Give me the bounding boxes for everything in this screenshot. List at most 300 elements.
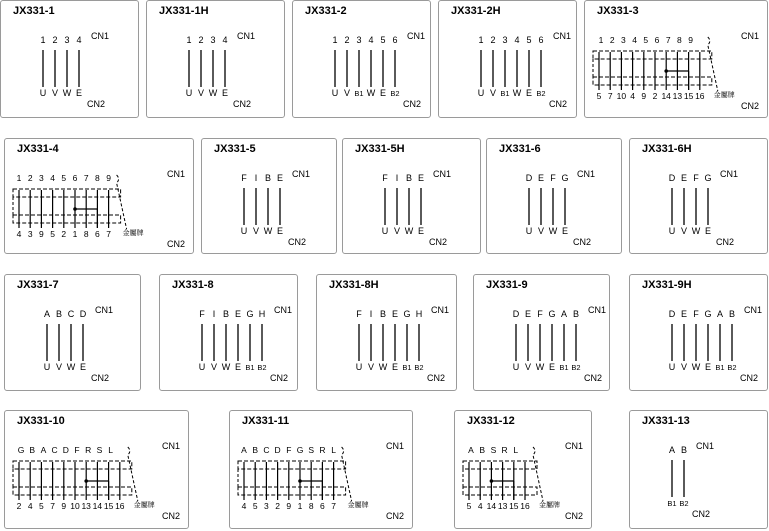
pin-label-bottom: W	[366, 88, 376, 98]
pin-label-bottom: 4	[16, 229, 22, 239]
pin-label-bottom: 7	[50, 501, 55, 511]
pin-label-top: B	[222, 309, 230, 319]
pin-label-top: 2	[344, 35, 350, 45]
pin-label-bottom: W	[512, 88, 522, 98]
pin-label-bottom: U	[381, 226, 389, 236]
pin-label-top: G	[561, 173, 569, 183]
pin-label-bottom: 5	[596, 91, 602, 101]
pin-label-top: F	[74, 445, 80, 455]
wiring-diagram	[1, 1, 140, 119]
cn2-label: CN2	[270, 373, 289, 383]
pin-label-top: 4	[222, 35, 228, 45]
pin-label-bottom: 6	[95, 229, 100, 239]
drain-wire	[533, 447, 543, 501]
pin-label-top: F	[550, 173, 556, 183]
pin-label-top: E	[391, 309, 399, 319]
pin-label-bottom: B1	[245, 363, 255, 372]
pin-label-bottom: W	[691, 226, 701, 236]
connector-title: JX331-6	[499, 143, 541, 155]
cn2-label: CN2	[385, 511, 404, 521]
pin-label-bottom: 8	[308, 501, 314, 511]
junction-dot	[73, 207, 77, 211]
connector-card	[438, 0, 577, 118]
pin-label-bottom: B2	[414, 363, 424, 372]
cn1-label: CN1	[407, 31, 426, 41]
pin-label-bottom: V	[51, 88, 59, 98]
pin-label-bottom: W	[66, 362, 76, 372]
pin-label-bottom: B2	[727, 363, 737, 372]
cn2-label: CN2	[716, 237, 735, 247]
cn2-label: CN2	[692, 509, 711, 519]
cn1-label: CN1	[161, 441, 180, 451]
pin-label-bottom: V	[210, 362, 218, 372]
pin-label-top: S	[308, 445, 315, 455]
pin-label-bottom: 2	[275, 501, 280, 511]
pin-label-bottom: B1	[715, 363, 725, 372]
pin-label-top: C	[67, 309, 75, 319]
pin-label-bottom: W	[691, 362, 701, 372]
pin-label-bottom: 2	[16, 501, 22, 511]
pin-label-bottom: 4	[477, 501, 483, 511]
pin-label-bottom: 13	[672, 91, 683, 101]
pin-label-bottom: U	[43, 362, 51, 372]
pin-label-bottom: U	[331, 88, 339, 98]
pin-label-bottom: E	[561, 226, 569, 236]
pin-label-bottom: B2	[536, 89, 546, 98]
pin-label-top: 9	[106, 173, 111, 183]
pin-label-top: 2	[52, 35, 58, 45]
cn2-label: CN2	[549, 99, 568, 109]
junction-dot	[490, 479, 494, 483]
connector-title: JX331-1H	[159, 5, 209, 17]
cn1-label: CN1	[696, 441, 715, 451]
pin-label-bottom: U	[668, 226, 676, 236]
connector-card	[584, 0, 768, 118]
pin-label-bottom: V	[489, 88, 497, 98]
junction-dot	[298, 479, 302, 483]
pin-label-bottom: 7	[106, 229, 111, 239]
pin-label-top: F	[537, 309, 543, 319]
pin-label-bottom: B1	[402, 363, 412, 372]
wiring-diagram	[585, 1, 769, 119]
pin-label-top: G	[704, 173, 712, 183]
cn2-label: CN2	[564, 511, 583, 521]
wiring-diagram	[630, 275, 769, 392]
pin-label-top: L	[331, 445, 336, 455]
pin-label-bottom: W	[62, 88, 72, 98]
pin-label-bottom: B2	[571, 363, 581, 372]
pin-label-bottom: E	[704, 362, 712, 372]
pin-label-top: I	[254, 173, 258, 183]
pin-label-top: 8	[677, 35, 682, 45]
pin-label-bottom: E	[417, 226, 425, 236]
pin-label-top: F	[382, 173, 388, 183]
connector-title: JX331-5H	[355, 143, 405, 155]
cn1-label: CN1	[740, 31, 759, 41]
pin-label-top: 3	[210, 35, 216, 45]
pin-label-top: R	[85, 445, 92, 455]
pin-label-bottom: B1	[500, 89, 510, 98]
cn1-label: CN1	[166, 169, 185, 179]
connector-card	[629, 274, 768, 391]
wiring-diagram	[343, 139, 482, 255]
pin-label-top: H	[415, 309, 423, 319]
pin-label-bottom: V	[524, 362, 532, 372]
connector-title: JX331-2	[305, 5, 347, 17]
pin-label-top: R	[319, 445, 326, 455]
pin-label-bottom: 3	[264, 501, 269, 511]
pin-label-bottom: B1	[354, 89, 364, 98]
pin-label-top: B	[29, 445, 36, 455]
pin-label-bottom: 4	[241, 501, 247, 511]
wiring-diagram	[230, 411, 414, 530]
wiring-diagram	[474, 275, 611, 392]
pin-label-top: E	[680, 173, 688, 183]
pin-label-top: 3	[39, 173, 44, 183]
shield-band-bottom	[238, 487, 346, 495]
pin-label-top: 5	[380, 35, 386, 45]
pin-label-top: 4	[368, 35, 374, 45]
connector-card	[629, 410, 768, 529]
pin-label-top: 1	[40, 35, 46, 45]
pin-label-bottom: E	[234, 362, 242, 372]
pin-label-bottom: 4	[27, 501, 33, 511]
shield-band-bottom	[593, 77, 712, 85]
pin-label-bottom: E	[704, 226, 712, 236]
connector-title: JX331-3	[597, 5, 639, 17]
pin-label-top: G	[296, 445, 304, 455]
pin-label-bottom: E	[75, 88, 83, 98]
pin-label-top: E	[537, 173, 545, 183]
pin-label-bottom: V	[537, 226, 545, 236]
pin-label-top: E	[680, 309, 688, 319]
pin-label-top: S	[490, 445, 497, 455]
pin-label-top: 1	[332, 35, 338, 45]
pin-label-top: A	[241, 445, 247, 455]
connector-card	[316, 274, 457, 391]
pin-label-top: I	[395, 173, 399, 183]
connector-card	[473, 274, 610, 391]
pin-label-top: A	[468, 445, 474, 455]
pin-label-bottom: 13	[497, 501, 508, 511]
pin-label-top: 6	[538, 35, 544, 45]
pin-label-bottom: U	[39, 88, 47, 98]
cn2-label: CN2	[429, 237, 448, 247]
shield-band-bottom	[13, 215, 121, 223]
connector-title: JX331-2H	[451, 5, 501, 17]
pin-label-bottom: W	[263, 226, 273, 236]
pin-label-bottom: 16	[695, 91, 705, 101]
pin-label-bottom: E	[391, 362, 399, 372]
pin-label-top: H	[258, 309, 266, 319]
pin-label-bottom: 7	[607, 91, 613, 101]
pin-label-bottom: B1	[559, 363, 569, 372]
pin-label-top: 4	[76, 35, 82, 45]
cn2-label: CN2	[87, 99, 106, 109]
pin-label-top: B	[264, 173, 272, 183]
pin-label-top: 7	[83, 173, 89, 183]
pin-label-bottom: B2	[257, 363, 267, 372]
pin-label-top: 3	[64, 35, 70, 45]
pin-label-top: D	[525, 173, 533, 183]
pin-label-bottom: V	[252, 226, 260, 236]
pin-label-bottom: 9	[641, 91, 647, 101]
pin-label-bottom: B2	[390, 89, 400, 98]
pin-label-bottom: 16	[520, 501, 530, 511]
connector-title: JX331-12	[467, 415, 515, 427]
cn2-label: CN2	[740, 373, 759, 383]
pin-label-bottom: 10	[70, 501, 80, 511]
wiring-diagram	[630, 411, 769, 530]
pin-label-bottom: E	[276, 226, 284, 236]
cn1-label: CN1	[744, 305, 763, 315]
pin-label-bottom: U	[477, 88, 485, 98]
connector-card	[4, 138, 194, 254]
metal-plate-label: 金屬牌	[133, 502, 155, 509]
pin-label-top: F	[286, 445, 292, 455]
pin-label-bottom: E	[221, 88, 229, 98]
metal-plate-label: 金屬牌	[122, 230, 144, 237]
pin-label-top: 2	[27, 173, 33, 183]
connector-card	[4, 274, 141, 391]
pin-label-top: 1	[598, 35, 604, 45]
pin-label-top: F	[693, 173, 699, 183]
cn1-label: CN1	[237, 31, 256, 41]
connector-card	[4, 410, 189, 529]
shield-band-bottom	[463, 487, 537, 495]
connector-title: JX331-1	[13, 5, 55, 17]
pin-label-top: I	[212, 309, 216, 319]
junction-dot	[84, 479, 88, 483]
pin-label-bottom: 14	[92, 501, 103, 511]
pin-label-bottom: 3	[27, 229, 33, 239]
connector-title: JX331-9	[486, 279, 528, 291]
pin-label-bottom: W	[535, 362, 545, 372]
shield-band-top	[238, 461, 346, 469]
pin-label-bottom: 4	[630, 91, 635, 101]
cn2-label: CN2	[91, 373, 110, 383]
connector-title: JX331-8H	[329, 279, 379, 291]
metal-plate-label: 金屬牌	[539, 502, 560, 509]
pin-label-bottom: 2	[61, 229, 67, 239]
cn1-label: CN1	[720, 169, 739, 179]
wiring-diagram	[147, 1, 286, 119]
pin-label-top: 9	[688, 35, 693, 45]
pin-label-top: 2	[609, 35, 615, 45]
connector-card	[454, 410, 592, 529]
pin-label-top: G	[548, 309, 556, 319]
pin-label-bottom: 6	[320, 501, 325, 511]
pin-label-top: 3	[621, 35, 626, 45]
connector-card	[201, 138, 337, 254]
connector-card	[146, 0, 285, 118]
pin-label-bottom: 16	[115, 501, 125, 511]
drain-wire	[342, 447, 352, 501]
connector-title: JX331-6H	[642, 143, 692, 155]
pin-label-bottom: W	[221, 362, 231, 372]
pin-label-top: D	[668, 309, 676, 319]
cn2-label: CN2	[288, 237, 307, 247]
pin-label-bottom: V	[343, 88, 351, 98]
connector-card	[342, 138, 481, 254]
pin-label-bottom: U	[525, 226, 533, 236]
cn1-label: CN1	[564, 441, 583, 451]
pin-label-bottom: V	[197, 88, 205, 98]
pin-label-top: G	[246, 309, 254, 319]
pin-label-top: E	[276, 173, 284, 183]
pin-label-bottom: 5	[466, 501, 472, 511]
connector-card	[292, 0, 431, 118]
pin-label-top: G	[704, 309, 712, 319]
pin-label-top: F	[241, 173, 247, 183]
pin-label-top: A	[716, 309, 724, 319]
shield-band-top	[13, 461, 132, 469]
pin-label-top: 4	[50, 173, 55, 183]
wiring-diagram	[487, 139, 623, 255]
pin-label-top: B	[479, 445, 486, 455]
connector-title: JX331-13	[642, 415, 690, 427]
pin-label-bottom: V	[680, 226, 688, 236]
pin-label-top: I	[369, 309, 373, 319]
pin-label-bottom: 9	[286, 501, 292, 511]
pin-label-top: E	[234, 309, 242, 319]
wiring-diagram	[5, 139, 195, 255]
connector-title: JX331-10	[17, 415, 65, 427]
pin-label-bottom: 8	[83, 229, 89, 239]
pin-label-top: E	[417, 173, 425, 183]
connector-title: JX331-7	[17, 279, 59, 291]
pin-label-top: F	[199, 309, 205, 319]
drain-wire	[128, 447, 138, 501]
pin-label-top: A	[668, 445, 676, 455]
pin-label-top: S	[96, 445, 103, 455]
pin-label-bottom: E	[548, 362, 556, 372]
pin-label-top: 2	[198, 35, 204, 45]
cn2-label: CN2	[584, 373, 603, 383]
pin-label-top: B	[405, 173, 413, 183]
pin-label-top: 6	[72, 173, 78, 183]
connector-card	[229, 410, 413, 529]
pin-label-bottom: U	[185, 88, 193, 98]
connector-title: JX331-9H	[642, 279, 692, 291]
pin-label-top: 3	[356, 35, 362, 45]
connector-title: JX331-4	[17, 143, 59, 155]
cn1-label: CN1	[95, 305, 114, 315]
pin-label-top: 7	[665, 35, 671, 45]
cn2-label: CN2	[573, 237, 592, 247]
connector-card	[486, 138, 622, 254]
pin-label-top: B	[572, 309, 580, 319]
pin-label-top: 5	[526, 35, 532, 45]
pin-label-top: A	[40, 445, 47, 455]
pin-label-bottom: 1	[297, 501, 303, 511]
pin-label-bottom: 5	[39, 501, 44, 511]
pin-label-bottom: W	[378, 362, 388, 372]
cn1-label: CN1	[433, 169, 452, 179]
wiring-diagram	[160, 275, 299, 392]
shield-band-bottom	[13, 487, 132, 495]
pin-label-top: F	[693, 309, 699, 319]
pin-label-top: B	[55, 309, 63, 319]
shield-band-top	[13, 189, 121, 197]
pin-label-top: B	[252, 445, 259, 455]
pin-label-top: B	[379, 309, 387, 319]
pin-label-bottom: 7	[331, 501, 336, 511]
pin-label-top: 1	[478, 35, 484, 45]
pin-label-bottom: E	[525, 88, 533, 98]
pin-label-top: 8	[95, 173, 100, 183]
pin-label-top: G	[17, 445, 25, 455]
pin-label-top: A	[560, 309, 568, 319]
pin-label-top: A	[43, 309, 51, 319]
pin-label-bottom: 14	[661, 91, 671, 101]
cn1-label: CN1	[431, 305, 450, 315]
pin-label-bottom: 15	[509, 501, 519, 511]
pin-label-bottom: U	[355, 362, 363, 372]
pin-label-top: 2	[490, 35, 496, 45]
metal-plate-label: 金屬牌	[347, 502, 369, 509]
cn2-label: CN2	[161, 511, 180, 521]
cn1-label: CN1	[292, 169, 311, 179]
drain-wire	[708, 37, 718, 91]
cn1-label: CN1	[553, 31, 572, 41]
pin-label-bottom: W	[404, 226, 414, 236]
pin-label-top: 1	[16, 173, 22, 183]
pin-label-top: E	[524, 309, 532, 319]
connector-title: JX331-8	[172, 279, 214, 291]
wiring-diagram	[455, 411, 593, 530]
drain-wire	[117, 175, 127, 229]
pin-label-top: D	[62, 445, 69, 455]
cn1-label: CN1	[91, 31, 110, 41]
pin-label-top: D	[512, 309, 520, 319]
cn1-label: CN1	[588, 305, 607, 315]
cn1-label: CN1	[577, 169, 596, 179]
pin-label-top: L	[513, 445, 519, 455]
pin-label-bottom: 9	[39, 229, 44, 239]
pin-label-bottom: E	[379, 88, 387, 98]
pin-label-top: B	[728, 309, 736, 319]
wiring-diagram	[317, 275, 458, 392]
pin-label-bottom: V	[680, 362, 688, 372]
pin-label-top: F	[356, 309, 362, 319]
pin-label-bottom: E	[79, 362, 87, 372]
pin-label-bottom: W	[548, 226, 558, 236]
connector-title: JX331-5	[214, 143, 256, 155]
pin-label-bottom: V	[367, 362, 375, 372]
connector-card	[159, 274, 298, 391]
wiring-diagram	[630, 139, 769, 255]
pin-label-bottom: B2	[679, 499, 689, 508]
pin-label-top: D	[668, 173, 676, 183]
pin-label-bottom: 14	[486, 501, 497, 511]
wiring-diagram	[293, 1, 432, 119]
pin-label-top: 1	[186, 35, 192, 45]
pin-label-top: 3	[502, 35, 508, 45]
pin-label-top: 6	[392, 35, 398, 45]
cn1-label: CN1	[385, 441, 404, 451]
pin-label-top: 4	[632, 35, 637, 45]
pin-label-top: D	[274, 445, 281, 455]
pin-label-bottom: U	[512, 362, 520, 372]
pin-label-bottom: U	[668, 362, 676, 372]
pin-label-bottom: 5	[252, 501, 258, 511]
pin-label-bottom: V	[55, 362, 63, 372]
pin-label-top: L	[108, 445, 113, 455]
pin-label-top: B	[680, 445, 688, 455]
cn2-label: CN2	[233, 99, 252, 109]
wiring-diagram	[202, 139, 338, 255]
